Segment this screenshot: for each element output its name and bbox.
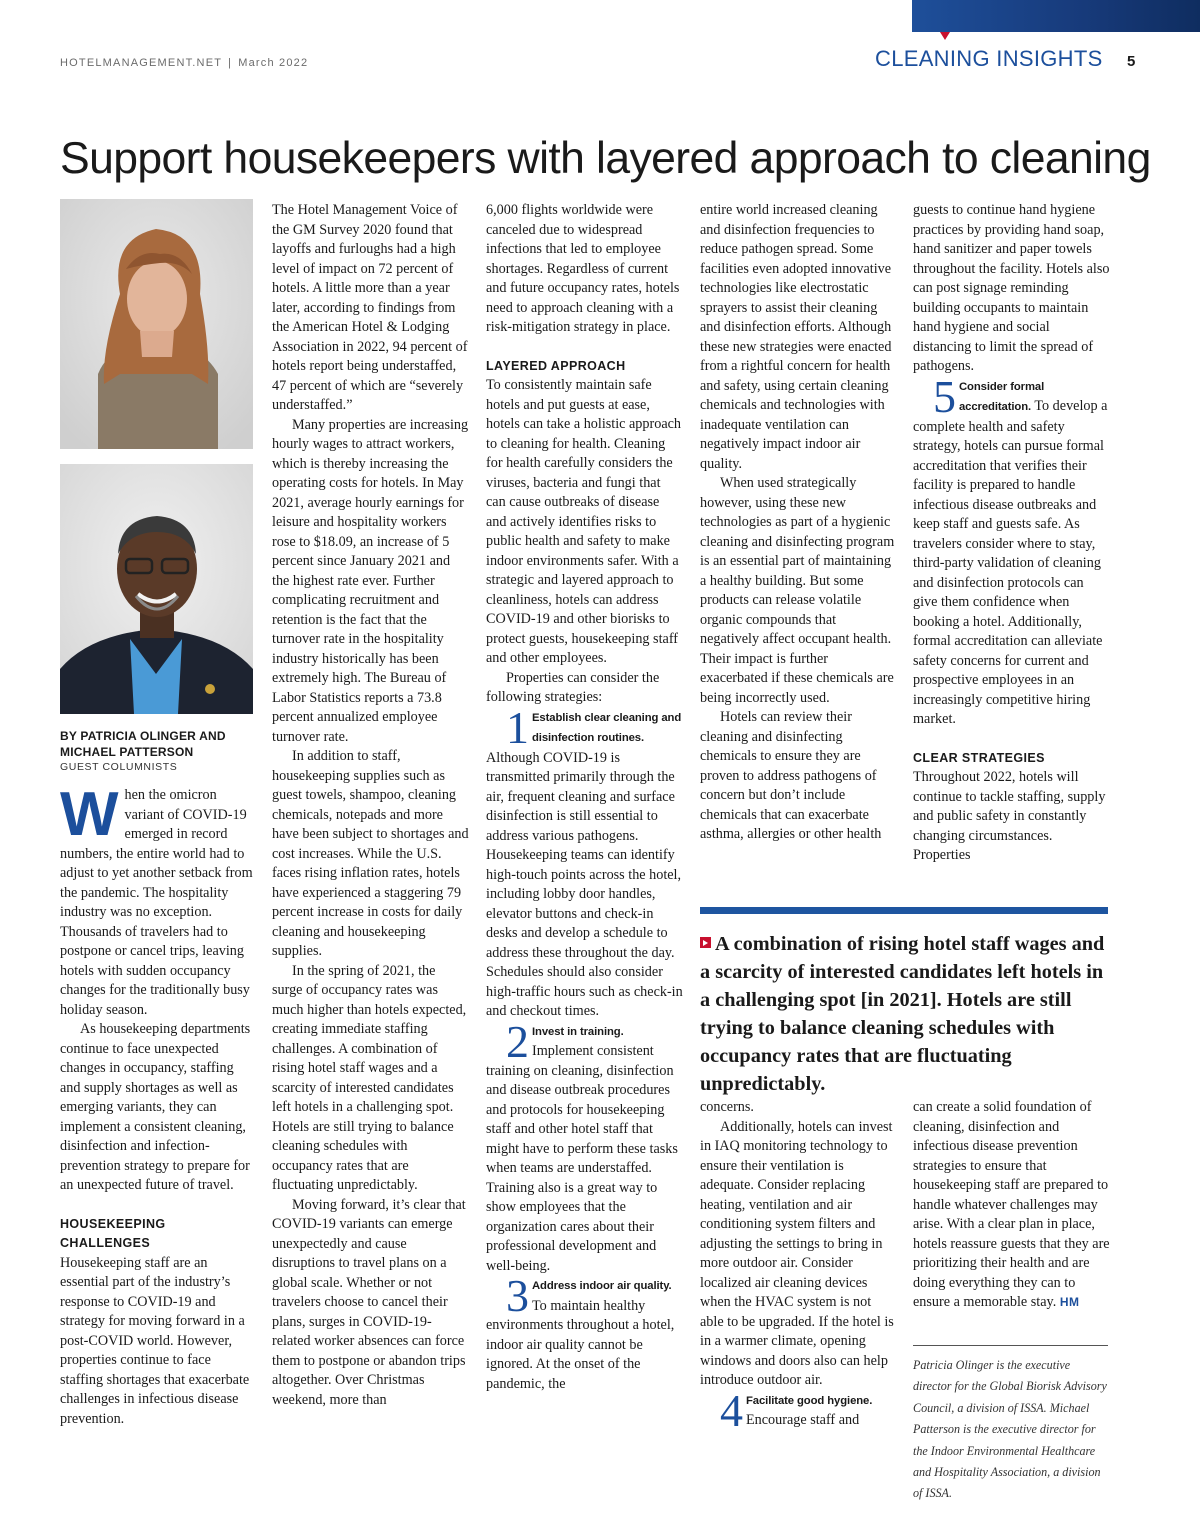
paragraph: Moving forward, it’s clear that COVID-19 variants can emerge unexpectedly and cause disruptions to travel plans on a global scale. Whether or not travelers choose to cancel their plans, surges in COVID-19-related worker absences can force them to postpone or abandon trips altogether. Over Christmas weekend, more than [272,1196,466,1408]
michael-patterson-portrait [60,464,253,714]
header-color-bar [912,0,1200,32]
paragraph: Housekeeping staff are an essential part of the industry’s response to COVID-19 and strategy for moving forward in a post-COVID world. However, properties continue to face staffing shortages that exacerbate challenges in infectious disease prevention. [60,1254,250,1427]
strategy-2: 2 Invest in training. Implement consistent training on cleaning, disinfection and disease outbreak procedures and protocols for housekeeping staff and other hotel staff that might have to perform these tasks when teams are understaffed. Training also is a great way to show employees that the organization cares about their professional development and well-being. [486,1015,678,1274]
paragraph: Many properties are increasing hourly wages to attract workers, which is thereby increasing the operating costs for hotels. In May 2021, average hourly earnings for leisure and hospitality workers rose to $18.09, an increase of 5 percent since January 2021 and the highest rate ever. Further complicating recruitment and retention is the fact that the turnover rate in the hospitality industry historically has been extremely high. The Bureau of Labor Statistics reports a 73.8 percent annualized employee turnover rate. [272,416,469,745]
strategy-title: Address indoor air quality. [532,1280,672,1292]
subhead-housekeeping-challenges: HOUSEKEEPING CHALLENGES [60,1216,166,1250]
strategy-4: 4 Facilitate good hygiene. Encourage staff and [720,1384,873,1436]
arrow-box-icon [700,937,711,948]
paragraph: The Hotel Management Voice of the GM Survey 2020 found that layoffs and furloughs had a high level of impact on 72 percent of hotels. A little more than a year later, according to findings from the American Hotel & Lodging Association in 2022, 94 percent of hotels report being understaffed, 47 percent of which are “severely understaffed.” [272,202,468,413]
section-title: CLEANING INSIGHTS [875,46,1103,71]
issue-date: March 2022 [238,57,309,69]
paragraph: guests to continue hand hygiene practices by providing hand soap, hand sanitizer and paper towels throughout the facility. Hotels also can post signage reminding building occupants to maintain hand hygiene and social distancing to limit the spread of pathogens. [913,202,1110,374]
paragraph: concerns. [700,1099,754,1115]
subhead-clear-strategies: CLEAR STRATEGIES [913,750,1045,765]
byline-role: GUEST COLUMNISTS [60,761,178,773]
paragraph: Hotels can review their cleaning and disinfecting chemicals to ensure they are proven to address pathogens of concern but don’t include chemicals that can exacerbate asthma, allergies or other health [700,709,882,842]
strategy-title: Establish clear cleaning and disinfection routines. [532,711,682,744]
strategy-title: Facilitate good hygiene. [746,1394,873,1407]
paragraph: In addition to staff, housekeeping supplies such as guest towels, shampoo, cleaning chemicals, notepads and more have been subject to shortages and cost increases. While the U.S. faces rising inflation rates, hotels have experienced a staggering 79 percent increase in costs for daily cleaning and housekeeping supplies. [272,748,469,959]
subhead-layered-approach: LAYERED APPROACH [486,358,626,373]
author-bio: Patricia Olinger is the executive director for the Global Biorisk Advisory Council, a division of ISSA. Michael Patterson is the executive director for the Indoor Environmental Healthcare and Hospitality Association, a division of ISSA. [913,1345,1108,1505]
strategy-number: 1 [506,701,529,753]
publication-name: HOTELMANAGEMENT.NET [60,57,223,69]
strategy-3: 3 Address indoor air quality. To maintain healthy environments throughout a hotel, indoor air quality cannot be ignored. At the onset of the pandemic, the [486,1270,675,1392]
strategy-number: 3 [506,1270,529,1321]
article-headline: Support housekeepers with layered approach to cleaning [60,134,1151,183]
strategy-number: 5 [933,370,956,422]
paragraph: entire world increased cleaning and disinfection frequencies to reduce pathogen spread. Some facilities even adopted innovative technologies like electrostatic sprayers to assist their cleaning and disinfection efforts. Although these new strategies were enacted from a rightful concern for health and safety, using certain cleaning chemicals and technologies with inadequate ventilation can negatively impact indoor air quality. [700,202,892,472]
byline-authors-2: MICHAEL PATTERSON [60,745,194,759]
strategy-1: 1 Establish clear cleaning and disinfection routines. Although COVID-19 is transmitted primarily through the air, frequent cleaning and surface disinfection is still essential to address various pathogens. Housekeeping teams can identify high-touch points across the hotel, including lobby door handles, elevator buttons and check-in desks and develop a schedule to address these throughout the day. Schedules should also consider high-traffic hours such as check-in and checkout times. [486,701,683,1019]
strategy-title: Invest in training. [532,1025,624,1038]
paragraph: can create a solid foundation of cleaning, disinfection and infectious disease prevention strategies to ensure that housekeeping staff are prepared to handle whatever challenges may arise. With a clear plan in place, hotels reassure guests that they are prioritizing their health and are doing everything they can to ensure a memorable stay. HM [913,1099,1110,1310]
article-column-4-lower [700,1098,897,1436]
article-column-5 [913,201,1110,866]
article-column-4 [700,201,897,845]
drop-cap: W [60,780,119,849]
paragraph: 6,000 flights worldwide were canceled due to widespread infections that led to employee shortages. Regardless of current and future occupancy rates, hotels need to approach cleaning with a risk-mitigation strategy in place. [486,202,680,335]
header-separator: | [228,57,233,69]
paragraph: When the omicron variant of COVID-19 emerged in record numbers, the entire world had to adjust to yet another setback from the pandemic. The hospitality industry was no exception. Thousands of travelers had to postpone or cancel trips, leaving hotels with sudden occupancy changes for the traditionally busy holiday season. [60,780,253,1018]
header-notch [940,32,950,40]
article-column-5-lower [913,1098,1110,1313]
patricia-olinger-portrait [60,199,253,449]
strategy-title: Consider formal accreditation. [959,380,1045,413]
running-header [60,57,308,69]
byline-authors-1: BY PATRICIA OLINGER AND [60,729,226,743]
article-column-2 [272,201,469,1410]
paragraph: As housekeeping departments continue to face unexpected changes in occupancy, staffing and supply shortages as well as emerging variants, they can implement a consistent cleaning, disinfection and infection-prevention strategy to prepare for an unexpected future of travel. [60,1021,251,1193]
end-mark: HM [1059,1295,1080,1309]
paragraph: In the spring of 2021, the surge of occupancy rates was much higher than hotels expected, creating immediate staffing challenges. A combination of rising hotel staff wages and a scarcity of interested candidates left hotels in a challenging spot. Hotels are still trying to balance cleaning schedules with occupancy rates that are fluctuating unpredictably. [272,962,467,1193]
paragraph: Throughout 2022, hotels will continue to tackle staffing, supply and public safety in constantly changing circumstances. Properties [913,769,1106,863]
paragraph: Properties can consider the following strategies: [486,669,660,705]
article-column-1 [60,780,256,1429]
pull-quote-rule [700,907,1108,914]
paragraph: When used strategically however, using these new technologies as part of a hygienic cleaning and disinfecting program is an essential part of maintaining a healthy building. But some products can release volatile organic compounds that negatively affect occupant health. Their impact is further exacerbated if these chemicals are being incorrectly used. [700,475,895,706]
paragraph: To consistently maintain safe hotels and put guests at ease, hotels can take a holistic approach to cleaning for health. Cleaning for health carefully considers the viruses, bacteria and fungi that can cause outbreaks of disease and actively identifies risks to public health and safety to make indoor environments safer. With a strategic and layered approach to cleanliness, hotels can address COVID-19 and other biorisks to protect guests, housekeeping staff and other employees. [486,377,682,666]
strategy-5: 5 Consider formal accreditation. To develop a complete health and safety strategy, hotels can pursue formal accreditation that verifies their facility is prepared to handle infectious disease outbreaks and keep staff and guests safe. As travelers consider where to stay, third-party validation of cleaning and disinfection protocols can give them confidence when booking a hotel. Additionally, formal accreditation can alleviate safety concerns for current and prospective employees in an increasingly competitive hiring market. [913,370,1108,727]
strategy-number: 2 [506,1015,529,1067]
byline [60,728,260,773]
article-column-3 [486,201,683,1394]
pull-quote [700,907,1108,1098]
pull-quote-text: A combination of rising hotel staff wages and a scarcity of interested candidates left hotels in a challenging spot [in 2021]. Hotels are still trying to balance cleaning schedules with occupancy rates that are fluctuating unpredictably. [700,933,1105,1095]
strategy-number: 4 [720,1384,743,1436]
page-number: 5 [1127,53,1136,70]
paragraph: Additionally, hotels can invest in IAQ monitoring technology to ensure their ventilation is adequate. Consider replacing heating, ventilation and air conditioning system filters and adjusting the settings to bring in more outdoor air. Consider localized air cleaning devices when the HVAC system is not able to be upgraded. If the hotel is in a warmer climate, opening windows and doors also can help introduce outdoor air. [700,1118,894,1388]
